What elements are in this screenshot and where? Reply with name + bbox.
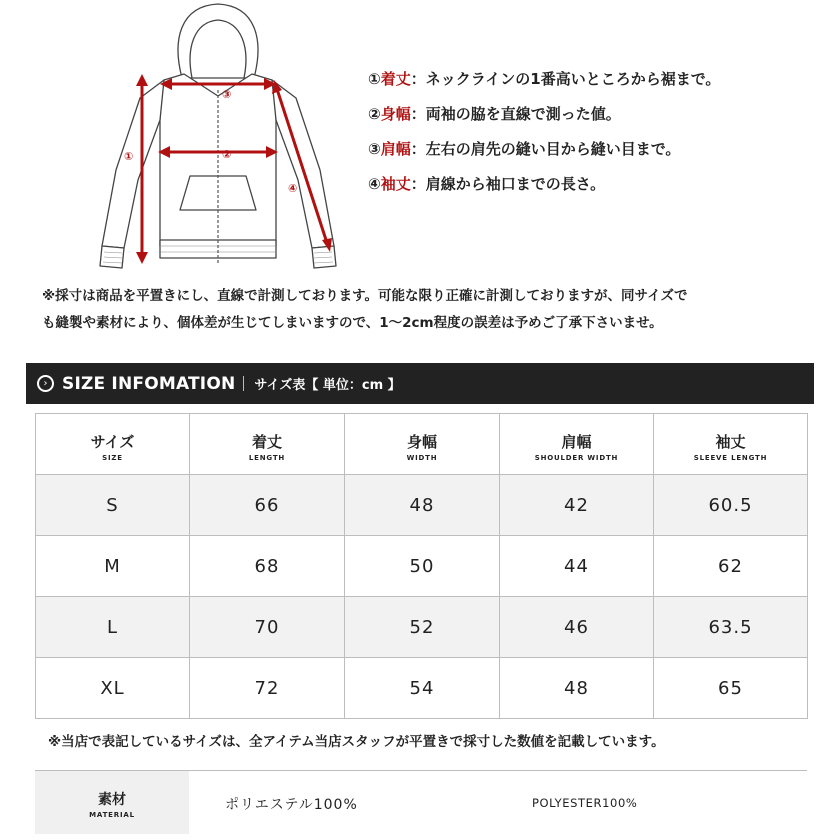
header-size: サイズ SIZE <box>36 414 190 475</box>
cell-length: 66 <box>190 475 345 536</box>
cell-shoulder: 42 <box>500 475 654 536</box>
marker-width: ② <box>222 148 232 161</box>
table-row <box>36 597 808 658</box>
table-row <box>36 536 808 597</box>
cell-shoulder: 44 <box>500 536 654 597</box>
cell-size: S <box>36 475 190 536</box>
marker-sleeve: ④ <box>288 182 298 195</box>
cell-width: 54 <box>345 658 500 719</box>
banner-title: SIZE INFOMATION <box>62 373 236 394</box>
cell-shoulder: 48 <box>500 658 654 719</box>
cell-size: M <box>36 536 190 597</box>
marker-length: ① <box>124 150 134 163</box>
table-row <box>36 658 808 719</box>
measurement-note: ※採寸は商品を平置きにし、直線で計測しております。可能な限り正確に計測しておりますが、同サイズで も縫製や素材により、個体差が生じてしまいますので、1〜2cm程度の誤差は予めご了承下さいませ。 <box>42 288 688 331</box>
legend-item-width: ②身幅：両袖の脇を直線で測った値。 <box>368 105 621 123</box>
cell-shoulder: 46 <box>500 597 654 658</box>
size-note: ※当店で表記しているサイズは、全アイテム当店スタッフが平置きで採寸した数値を記載しています。 <box>48 734 665 750</box>
cell-length: 70 <box>190 597 345 658</box>
cell-width: 52 <box>345 597 500 658</box>
material-value-jp: ポリエステル100% <box>225 797 358 813</box>
cell-length: 72 <box>190 658 345 719</box>
marker-shoulder: ③ <box>222 88 232 101</box>
cell-length: 68 <box>190 536 345 597</box>
header-shoulder-width: 肩幅 SHOULDER WIDTH <box>500 414 654 475</box>
banner-subtitle: サイズ表【 単位：cm 】 <box>254 378 401 393</box>
cell-sleeve: 60.5 <box>654 475 808 536</box>
legend-item-length: ①着丈：ネックラインの1番高いところから裾まで。 <box>368 70 721 88</box>
cell-width: 48 <box>345 475 500 536</box>
header-sleeve-length: 袖丈 SLEEVE LENGTH <box>654 414 808 475</box>
table-header-row <box>36 414 808 475</box>
header-length: 着丈 LENGTH <box>190 414 345 475</box>
chevron-right-icon: › <box>37 375 54 392</box>
size-table <box>35 413 808 719</box>
table-row <box>36 475 808 536</box>
material-section <box>35 770 807 834</box>
header-width: 身幅 WIDTH <box>345 414 500 475</box>
cell-sleeve: 65 <box>654 658 808 719</box>
material-label: 素材 MATERIAL <box>35 771 189 834</box>
banner-divider <box>243 376 244 391</box>
size-info-banner <box>26 363 814 404</box>
cell-size: L <box>36 597 190 658</box>
legend-item-shoulder: ③肩幅：左右の肩先の縫い目から縫い目まで。 <box>368 140 681 158</box>
measurement-legend <box>368 68 720 208</box>
cell-sleeve: 63.5 <box>654 597 808 658</box>
cell-size: XL <box>36 658 190 719</box>
cell-sleeve: 62 <box>654 536 808 597</box>
cell-width: 50 <box>345 536 500 597</box>
material-value-en: POLYESTER100% <box>532 796 638 810</box>
legend-item-sleeve: ④袖丈：肩線から袖口までの長さ。 <box>368 175 606 193</box>
hoodie-measurement-diagram <box>80 0 370 280</box>
